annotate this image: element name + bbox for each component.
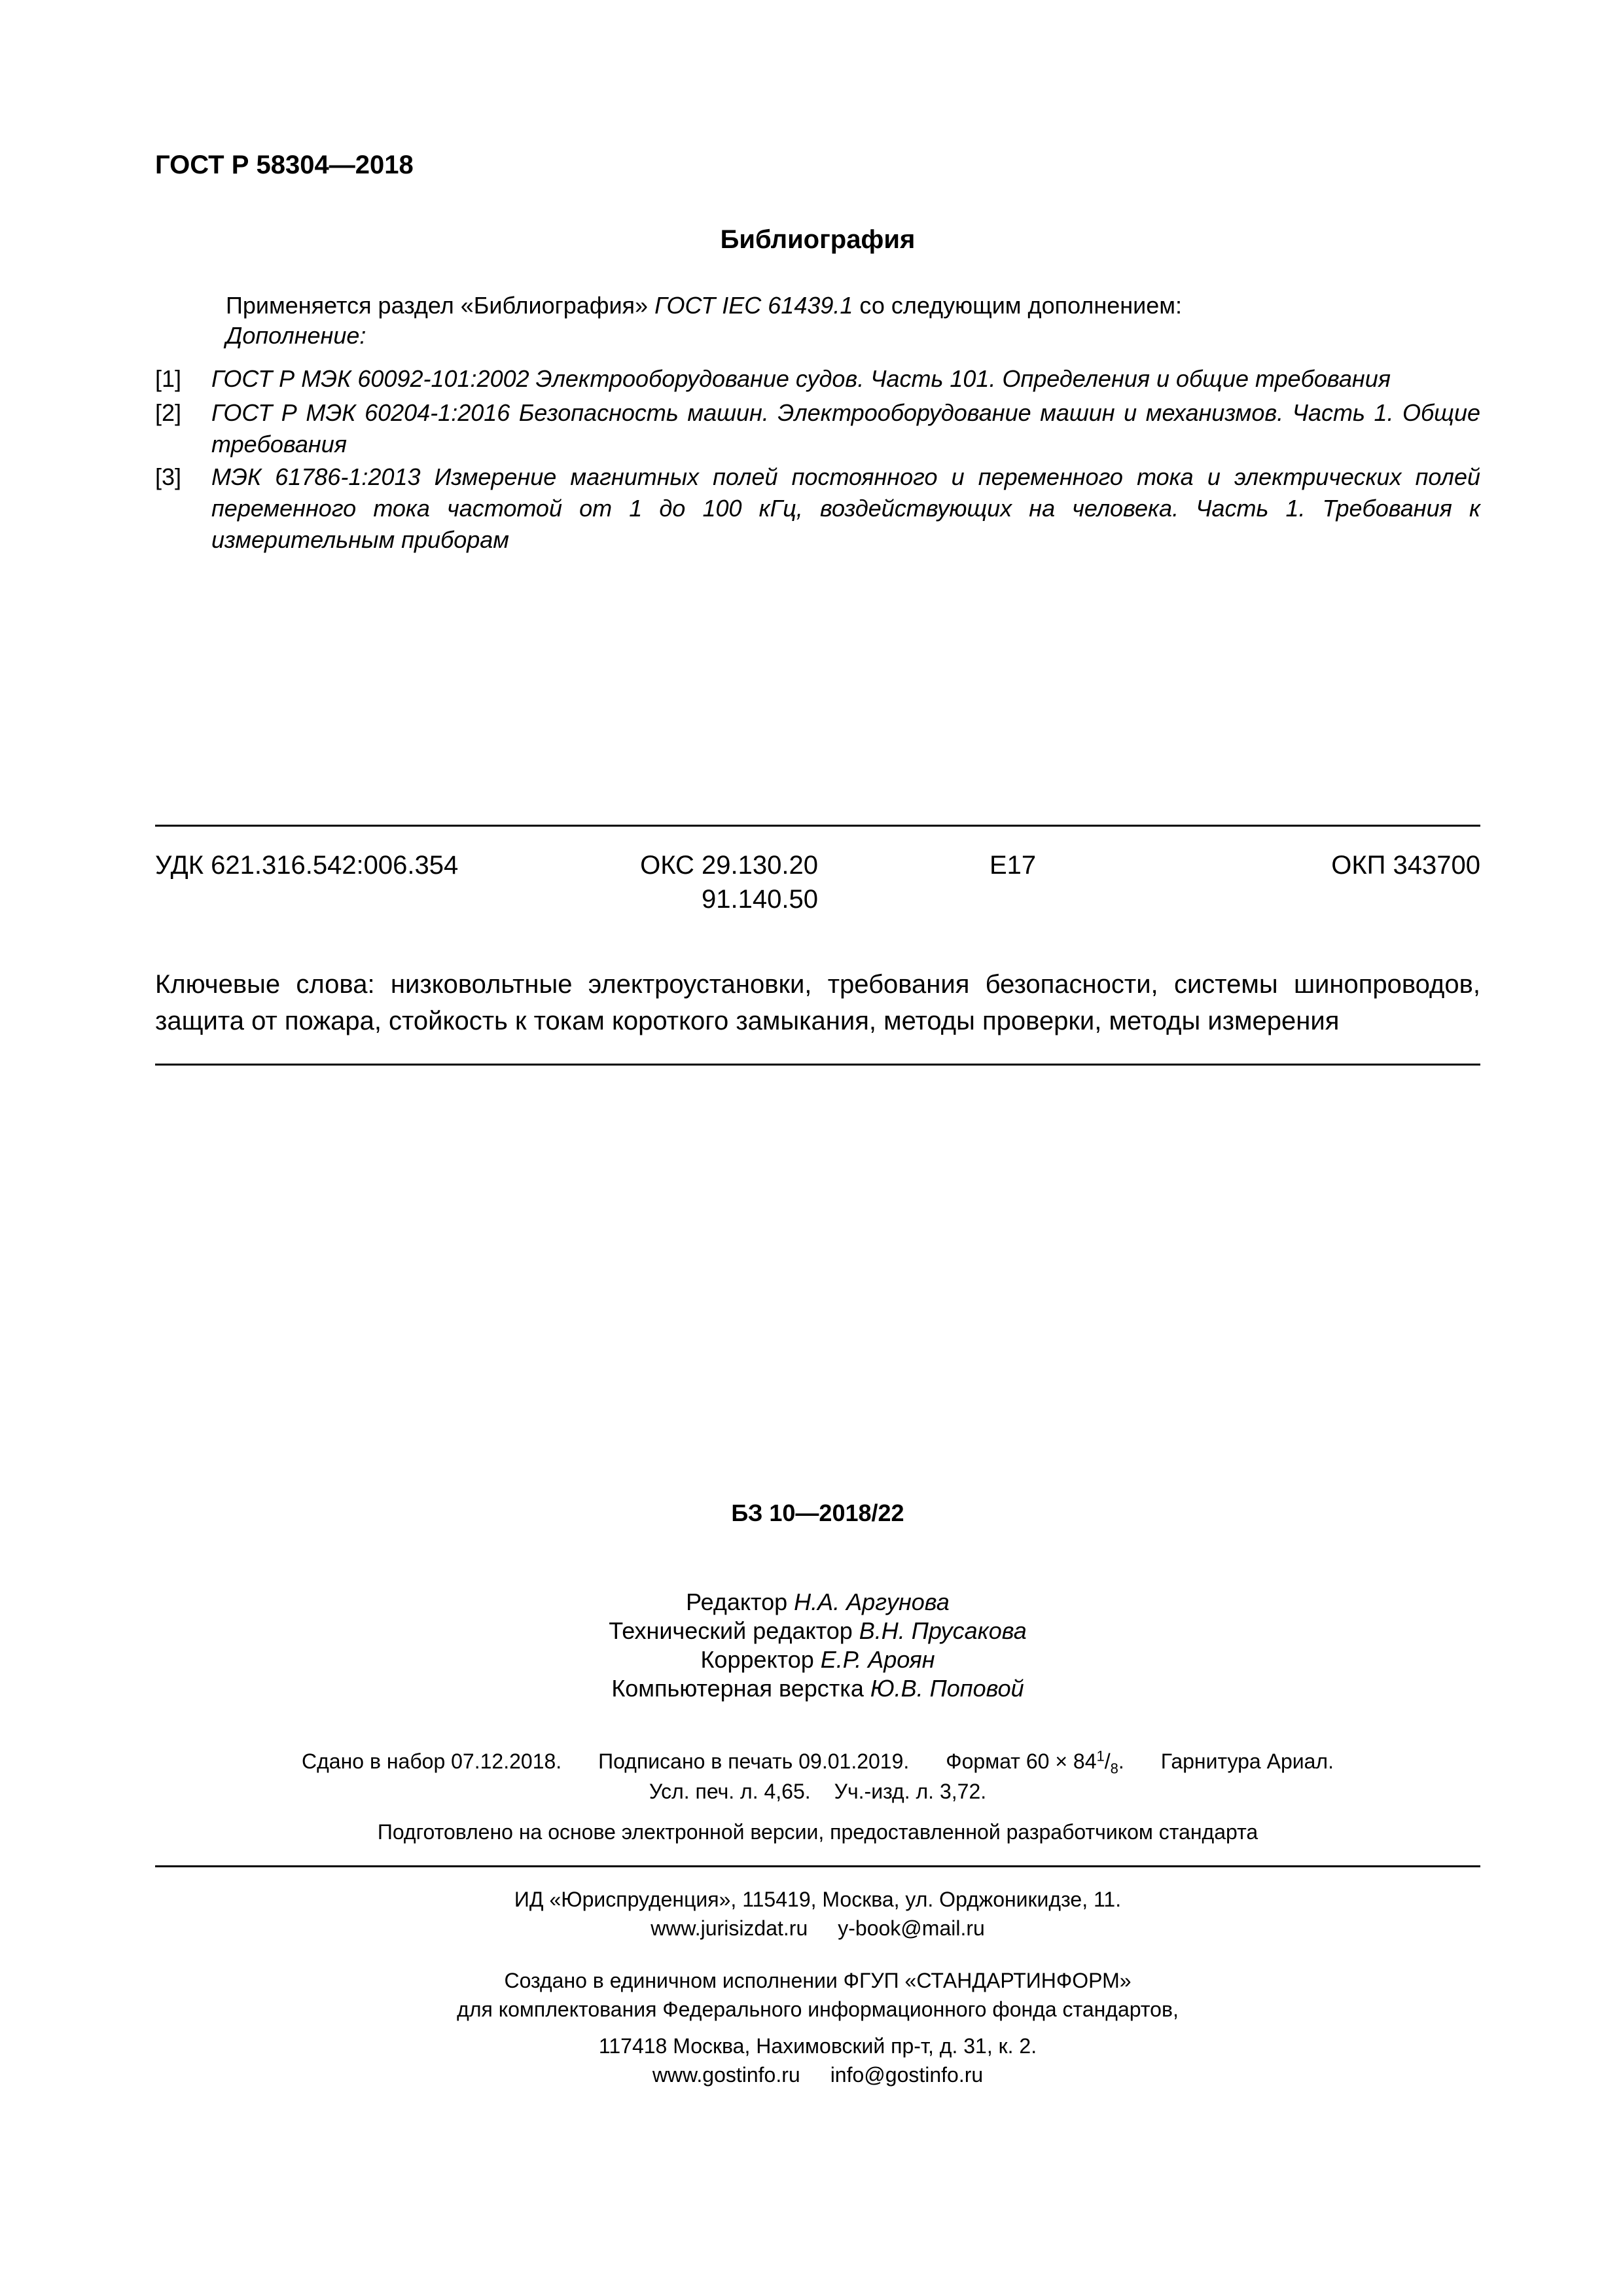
bibliography-title: Библиография [720, 225, 916, 254]
print-info-line-2 [155, 1776, 1480, 1806]
staff-name: Е.Р. Ароян [820, 1646, 935, 1673]
created-line-2: для комплектования Федерального информационного фонда стандартов, [457, 1998, 1179, 2021]
publisher-contacts [155, 1914, 1480, 1943]
print-sheets: Усл. печ. л. 4,65. [649, 1780, 811, 1803]
standartinform-contacts [155, 2060, 1480, 2089]
publisher-site-link[interactable]: www.jurisizdat.ru [651, 1916, 808, 1940]
staff-role: Компьютерная верстка [611, 1675, 870, 1702]
divider-publisher [155, 1865, 1480, 1867]
reference-text-2: ГОСТ Р МЭК 60204-1:2016 Безопасность машин. Электрооборудование машин и механизмов. Часть 1. Общие требования [211, 399, 1480, 457]
staff-name: Ю.В. Поповой [870, 1675, 1024, 1702]
typeface: Гарнитура Ариал. [1160, 1749, 1334, 1773]
staff-role: Технический редактор [609, 1617, 859, 1644]
intro-standard-ref: ГОСТ IEC 61439.1 [654, 292, 853, 319]
intro-line [226, 291, 1182, 321]
keywords: Ключевые слова: низковольтные электроустановки, требования безопасности, системы шинопроводов, защита от пожара, стойкость к токам короткого замыкания, методы проверки, методы измерения [155, 970, 1480, 1035]
intro-text-prefix: Применяется раздел «Библиография» [226, 292, 655, 319]
staff-role: Редактор [686, 1588, 794, 1615]
standartinform-email-link[interactable]: info@gostinfo.ru [830, 2063, 984, 2087]
publisher-address: ИД «Юриспруденция», 115419, Москва, ул. Орджоникидзе, 11. [514, 1888, 1122, 1911]
paper-format: Формат $60 \times 84^1/_8$. [946, 1748, 1124, 1777]
reference-number-1: [1] [155, 365, 182, 392]
okp-code: ОКП 343700 [1331, 851, 1480, 880]
standartinform-address: 117418 Москва, Нахимовский пр-т, д. 31, к. 2. [598, 2034, 1037, 2058]
oks-codes [589, 848, 818, 916]
created-line-1: Создано в единичном исполнении ФГУП «СТАНДАРТИНФОРМ» [504, 1969, 1132, 1992]
e-code: Е17 [990, 851, 1037, 880]
udk-code: УДК 621.316.542:006.354 [155, 851, 459, 880]
oks-code-1: ОКС 29.130.20 [640, 851, 818, 880]
staff-proofreader [155, 1645, 1480, 1674]
staff-role: Корректор [700, 1646, 821, 1673]
staff-layout [155, 1674, 1480, 1703]
staff-name: В.Н. Прусакова [859, 1617, 1027, 1644]
addition-label: Дополнение: [226, 322, 366, 349]
reference-number-2: [2] [155, 399, 182, 426]
divider-keywords [155, 1064, 1480, 1066]
oks-code-2: 91.140.50 [702, 885, 818, 914]
intro-text-suffix: со следующим дополнением: [853, 292, 1182, 319]
print-info-line-1 [155, 1746, 1480, 1776]
prepared-note: Подготовлено на основе электронной версии, предоставленной разработчиком стандарта [377, 1820, 1258, 1844]
submitted-date: Сдано в набор 07.12.2018. [302, 1749, 562, 1773]
print-info [155, 1746, 1480, 1806]
reference-number-3: [3] [155, 463, 182, 490]
staff-name: Н.А. Аргунова [794, 1588, 950, 1615]
reference-text-1: ГОСТ Р МЭК 60092-101:2002 Электрооборудование судов. Часть 101. Определения и общие требования [211, 365, 1391, 392]
staff-editor [155, 1588, 1480, 1617]
signed-date: Подписано в печать 09.01.2019. [598, 1749, 910, 1773]
standartinform-site-link[interactable]: www.gostinfo.ru [652, 2063, 800, 2087]
document-code: ГОСТ Р 58304—2018 [155, 151, 414, 179]
staff-technical-editor [155, 1617, 1480, 1645]
bz-number: БЗ 10—2018/22 [731, 1499, 904, 1526]
publisher-email-link[interactable]: y-book@mail.ru [838, 1916, 985, 1940]
reference-text-3: МЭК 61786-1:2013 Измерение магнитных полей постоянного и переменного тока и электрических полей переменного тока частотой от 1 до 100 кГц, воздействующих на человека. Часть 1. Требования к измерительным приборам [211, 463, 1480, 553]
publication-sheets: Уч.-изд. л. 3,72. [834, 1780, 987, 1803]
divider-top [155, 825, 1480, 827]
